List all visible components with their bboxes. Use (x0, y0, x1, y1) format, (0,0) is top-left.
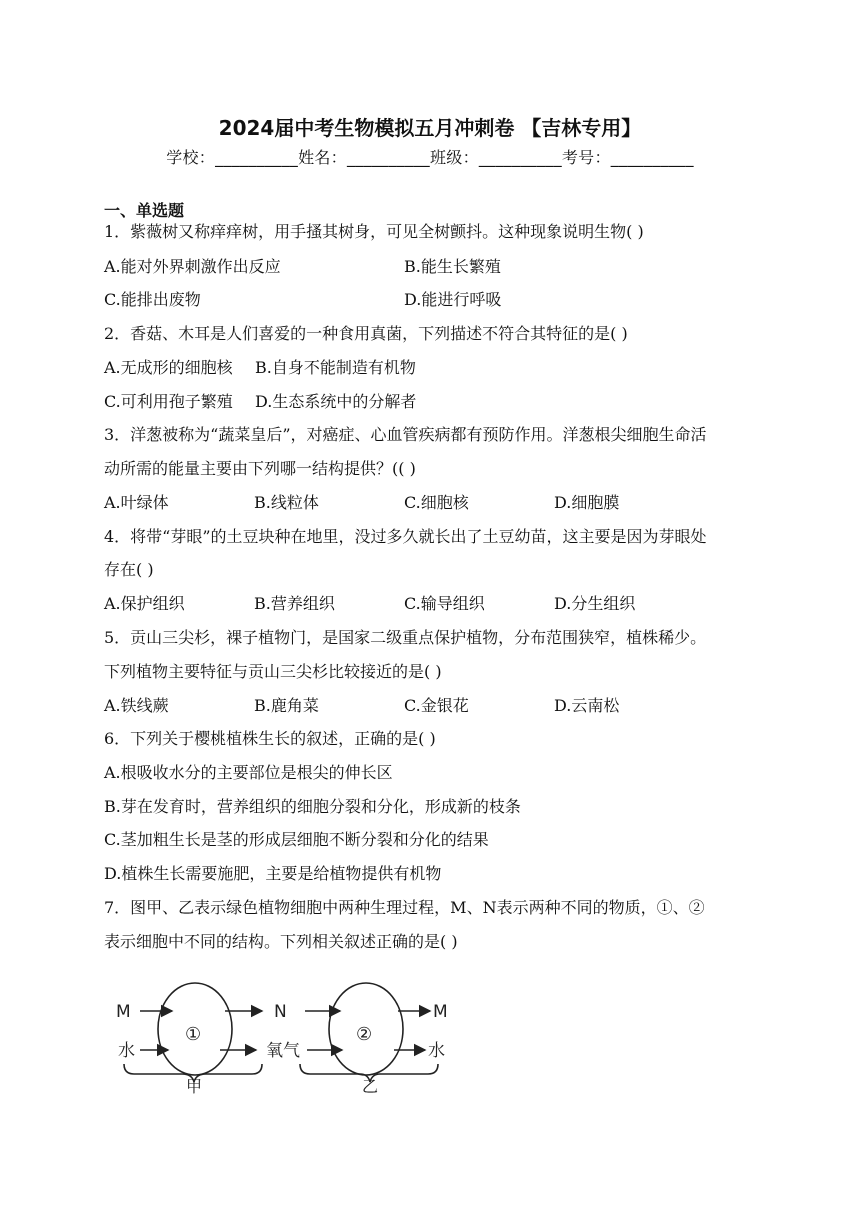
question-6-option-c[interactable]: C.茎加粗生长是茎的形成层细胞不断分裂和分化的结果 (104, 830, 489, 849)
question-3-stem-line-1: 3．洋葱被称为“蔬菜皇后”，对癌症、心血管疾病都有预防作用。洋葱根尖细胞生命活 (104, 425, 707, 444)
question-3-option-b[interactable]: B.线粒体 (254, 493, 319, 512)
question-1-stem: 1．紫薇树又称痒痒树，用手搔其树身，可见全树颤抖。这种现象说明生物( ) (104, 222, 644, 241)
question-6-option-a[interactable]: A.根吸收水分的主要部位是根尖的伸长区 (104, 763, 393, 782)
question-7-stem-line-2: 表示细胞中不同的结构。下列相关叙述正确的是( ) (104, 932, 458, 951)
page-title: 2024届中考生物模拟五月冲刺卷 【吉林专用】 (218, 116, 642, 140)
question-5-option-a[interactable]: A.铁线蕨 (104, 696, 169, 715)
label-jia: 甲 (186, 1077, 203, 1095)
question-5-stem-line-1: 5．贡山三尖杉，裸子植物门，是国家二级重点保护植物，分布范围狭窄，植株稀少。 (104, 628, 707, 647)
section-heading: 一、单选题 (104, 201, 185, 220)
question-1-option-c[interactable]: C.能排出废物 (104, 290, 201, 309)
label-yi: 乙 (362, 1077, 379, 1095)
question-5-option-d[interactable]: D.云南松 (554, 696, 620, 715)
question-2-option-b[interactable]: B.自身不能制造有机物 (255, 358, 416, 377)
question-4-stem-line-1: 4．将带“芽眼”的土豆块种在地里，没过多久就长出了土豆幼苗，这主要是因为芽眼处 (104, 527, 707, 546)
question-5-option-b[interactable]: B.鹿角菜 (254, 696, 319, 715)
question-3-option-d[interactable]: D.细胞膜 (554, 493, 620, 512)
question-7-stem-line-1: 7．图甲、乙表示绿色植物细胞中两种生理过程，M、N表示两种不同的物质，①、② (104, 898, 705, 917)
question-1-option-a[interactable]: A.能对外界刺激作出反应 (104, 257, 281, 276)
question-4-stem-line-2: 存在( ) (104, 560, 154, 579)
cell-process-figure (110, 980, 480, 1095)
label-structure-1: ① (185, 1024, 202, 1045)
question-6-stem: 6．下列关于樱桃植株生长的叙述，正确的是( ) (104, 729, 436, 748)
label-m-right: M (433, 1002, 448, 1022)
label-n: N (274, 1002, 287, 1022)
question-2-stem: 2．香菇、木耳是人们喜爱的一种食用真菌，下列描述不符合其特征的是( ) (104, 324, 628, 343)
question-2-option-c[interactable]: C.可利用孢子繁殖 (104, 392, 233, 411)
question-2-option-a[interactable]: A.无成形的细胞核 (104, 358, 233, 377)
label-structure-2: ② (356, 1024, 373, 1045)
question-4-option-b[interactable]: B.营养组织 (254, 594, 335, 613)
label-m-left: M (116, 1002, 131, 1022)
student-info-line: 学校：__________姓名：__________班级：__________考号：__________ (166, 148, 694, 167)
label-water-right: 水 (428, 1041, 445, 1061)
question-3-option-a[interactable]: A.叶绿体 (104, 493, 169, 512)
label-oxygen: 氧气 (266, 1041, 300, 1061)
question-5-option-c[interactable]: C.金银花 (404, 696, 469, 715)
label-water-left: 水 (118, 1041, 135, 1061)
question-1-option-b[interactable]: B.能生长繁殖 (404, 257, 501, 276)
question-6-option-b[interactable]: B.芽在发育时，营养组织的细胞分裂和分化，形成新的枝条 (104, 797, 521, 816)
question-4-option-a[interactable]: A.保护组织 (104, 594, 185, 613)
question-3-stem-line-2: 动所需的能量主要由下列哪一结构提供？(( ) (104, 459, 416, 478)
question-4-option-d[interactable]: D.分生组织 (554, 594, 636, 613)
question-1-option-d[interactable]: D.能进行呼吸 (404, 290, 502, 309)
question-6-option-d[interactable]: D.植株生长需要施肥，主要是给植物提供有机物 (104, 864, 442, 883)
question-3-option-c[interactable]: C.细胞核 (404, 493, 469, 512)
question-5-stem-line-2: 下列植物主要特征与贡山三尖杉比较接近的是( ) (104, 662, 442, 681)
question-4-option-c[interactable]: C.输导组织 (404, 594, 485, 613)
question-2-option-d[interactable]: D.生态系统中的分解者 (255, 392, 417, 411)
